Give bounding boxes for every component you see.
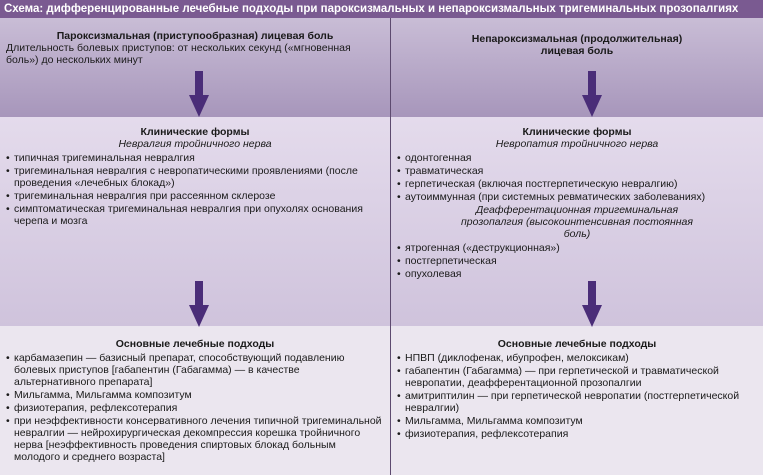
list-item: • Мильгамма, Мильгамма композитум [397, 415, 757, 427]
paroxysmal-forms-list [6, 152, 384, 227]
down-arrow-icon [191, 71, 207, 117]
list-item: • опухолевая [397, 268, 757, 280]
nonparoxysmal-header-section [391, 18, 763, 117]
list-item: • симптоматическая тригеминальная невралгия при опухолях основания черепа и мозга [6, 203, 384, 227]
paroxysmal-header-title: Пароксизмальная (приступообразная) лицевая боль [56, 30, 334, 42]
list-item: • габапентин (Габагамма) — при герпетической и травматической невропатии, деафферентационной прозопалгии [397, 365, 757, 389]
list-item: • карбамазепин — базисный препарат, способствующий подавлению болевых приступов [габапентин (Габагамма) — в качестве альтернативного препарата] [6, 352, 384, 388]
nonparoxysmal-forms-list-a [397, 152, 757, 203]
list-item: • типичная тригеминальная невралгия [6, 152, 384, 164]
list-item: • Мильгамма, Мильгамма композитум [6, 389, 384, 401]
nonparoxysmal-treatment-title: Основные лечебные подходы [497, 338, 657, 350]
paroxysmal-forms-subtitle: Невралгия тройничного нерва [118, 138, 272, 150]
paroxysmal-treatment-section [0, 326, 390, 475]
list-item: • физиотерапия, рефлексотерапия [6, 402, 384, 414]
list-item: • постгерпетическая [397, 255, 757, 267]
list-item: • тригеминальная невралгия при рассеянном склерозе [6, 190, 384, 202]
down-arrow-icon [584, 281, 600, 327]
paroxysmal-forms-title: Клинические формы [140, 126, 250, 138]
list-item: • травматическая [397, 165, 757, 177]
deafferentation-subtitle: Деафферентационная тригеминальная прозопалгия (высокоинтенсивная постоянная боль) [461, 204, 693, 240]
nonparoxysmal-forms-section [391, 117, 763, 326]
paroxysmal-treatment-list [6, 352, 384, 463]
nonparoxysmal-forms-list-b [397, 242, 757, 280]
page-title: Схема: дифференцированные лечебные подходы при пароксизмальных и непароксизмальных тригеминальных прозопалгиях [0, 0, 763, 18]
list-item: • аутоиммунная (при системных ревматических заболеваниях) [397, 191, 757, 203]
list-item: • тригеминальная невралгия с невропатическими проявлениями (после проведения «лечебных блокад») [6, 165, 384, 189]
down-arrow-icon [584, 71, 600, 117]
paroxysmal-header-text: Длительность болевых приступов: от нескольких секунд («мгновенная боль») до нескольких минут [6, 42, 351, 66]
list-item: • амитриптилин — при герпетической невропатии (постгерпетической невралгии) [397, 390, 757, 414]
list-item: • ятрогенная («деструкционная») [397, 242, 757, 254]
paroxysmal-treatment-title: Основные лечебные подходы [115, 338, 275, 350]
list-item: • герпетическая (включая постгерпетическую невралгию) [397, 178, 757, 190]
nonparoxysmal-header-title: Непароксизмальная (продолжительная) лицевая боль [471, 33, 683, 57]
list-item: • одонтогенная [397, 152, 757, 164]
list-item: • при неэффективности консервативного лечения типичной тригеминальной невралгии — нейрохирургическая декомпрессия корешка тройничного нерва [неэффективность проведения спиртовых блокад больным молодого и среднего возраста] [6, 415, 384, 463]
nonparoxysmal-column [391, 18, 763, 475]
nonparoxysmal-forms-title: Клинические формы [522, 126, 632, 138]
down-arrow-icon [191, 281, 207, 327]
list-item: • НПВП (диклофенак, ибупрофен, мелоксикам) [397, 352, 757, 364]
nonparoxysmal-treatment-section [391, 326, 763, 475]
list-item: • физиотерапия, рефлексотерапия [397, 428, 757, 440]
nonparoxysmal-forms-subtitle: Невропатия тройничного нерва [495, 138, 659, 150]
paroxysmal-column [0, 18, 390, 475]
nonparoxysmal-treatment-list [397, 352, 757, 440]
